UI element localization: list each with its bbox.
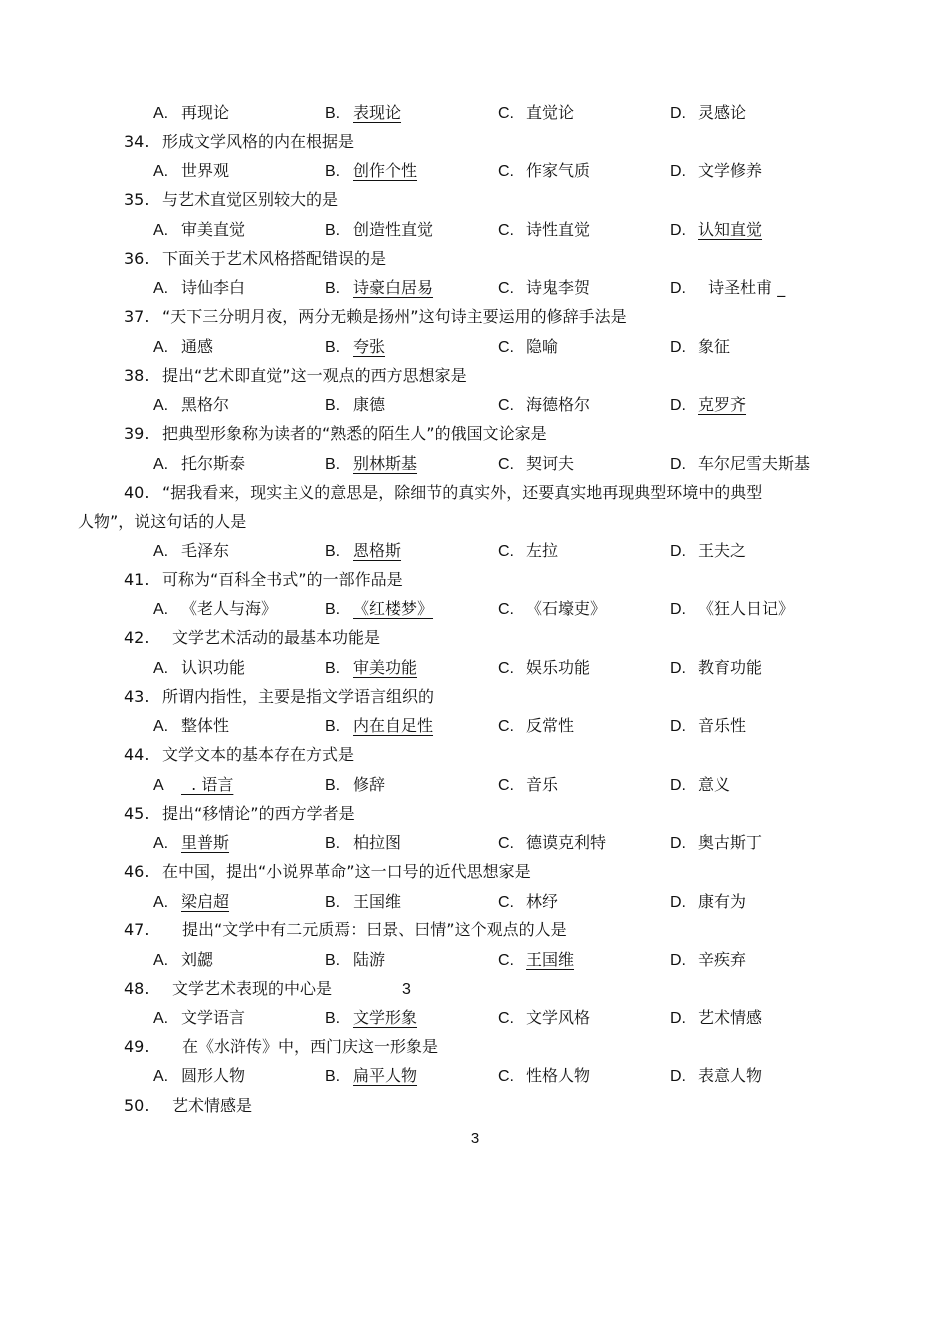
question-number: 35.	[124, 190, 150, 209]
question-number: 40.	[124, 483, 150, 502]
question-stem	[124, 1035, 438, 1059]
option-letter: D.	[670, 835, 686, 852]
option-letter: C.	[498, 105, 514, 122]
option-letter: D.	[670, 543, 686, 560]
option-text: 林纾	[526, 892, 559, 911]
option-letter: A.	[153, 163, 169, 180]
answer-text-underlined: 里普斯	[181, 833, 230, 852]
option-letter: B.	[325, 105, 341, 122]
option-letter: C.	[498, 1010, 514, 1027]
question-stem	[124, 860, 531, 884]
option-letter: A.	[153, 835, 169, 852]
option-row	[153, 218, 873, 242]
option-letter: A.	[153, 952, 169, 969]
question-number: 48.	[124, 979, 150, 998]
option-a	[153, 539, 229, 564]
option-d	[670, 890, 746, 915]
option-text: 诗圣杜甫 _	[698, 278, 786, 297]
option-b	[325, 335, 401, 360]
option-text: 辛疾弃	[698, 950, 747, 969]
question-text: 文学文本的基本存在方式是	[162, 745, 355, 764]
option-letter: D.	[670, 894, 686, 911]
option-text: 契诃夫	[526, 454, 575, 473]
option-row	[153, 159, 873, 183]
option-a	[153, 276, 245, 301]
question-text: 在《水浒传》中，西门庆这一形象是	[182, 1037, 439, 1056]
option-letter: B.	[325, 280, 341, 297]
option-b	[325, 1006, 433, 1031]
option-letter: C.	[498, 718, 514, 735]
option-letter: B.	[325, 894, 341, 911]
option-text: 作家气质	[526, 161, 591, 180]
option-letter: D.	[670, 1068, 686, 1085]
option-letter: C.	[498, 894, 514, 911]
option-c	[498, 393, 590, 418]
question-continuation: 人物”，说这句话的人是	[78, 512, 247, 531]
option-text: 灵感论	[698, 103, 747, 122]
answer-text-underlined: 别林斯基	[353, 454, 418, 473]
option-text: 创造性直觉	[353, 220, 434, 239]
option-a	[153, 773, 249, 798]
question-text: “天下三分明月夜，两分无赖是扬州”这句诗主要运用的修辞手法是	[162, 307, 627, 326]
question-number: 43.	[124, 687, 150, 706]
option-text: 再现论	[181, 103, 230, 122]
question-stem	[124, 802, 355, 826]
question-stem	[124, 188, 338, 212]
answer-text-underlined: 创作个性	[353, 161, 418, 180]
option-text: 象征	[698, 337, 731, 356]
option-letter: B.	[325, 456, 341, 473]
option-b	[325, 218, 433, 243]
option-letter: C.	[498, 222, 514, 239]
option-b	[325, 159, 433, 184]
option-c	[498, 101, 574, 126]
option-row	[153, 335, 873, 359]
option-text: 王国维	[353, 892, 402, 911]
option-letter: D.	[670, 222, 686, 239]
option-text: 世界观	[181, 161, 230, 180]
option-row	[153, 773, 873, 797]
option-d	[670, 831, 762, 856]
option-letter: D.	[670, 163, 686, 180]
option-c	[498, 597, 606, 622]
option-text: 左拉	[526, 541, 559, 560]
option-row	[153, 597, 873, 621]
option-text: 德谟克利特	[526, 833, 607, 852]
option-text: 性格人物	[526, 1066, 591, 1085]
option-a	[153, 890, 245, 915]
option-letter: A.	[153, 1068, 169, 1085]
option-text: 音乐性	[698, 716, 747, 735]
option-text: 隐喻	[526, 337, 559, 356]
option-text: 娱乐功能	[526, 658, 591, 677]
option-text: 意义	[698, 775, 731, 794]
option-text: 文学修养	[698, 161, 763, 180]
option-c	[498, 1064, 590, 1089]
option-text: 诗仙李白	[181, 278, 246, 297]
option-a	[153, 597, 277, 622]
option-c	[498, 656, 590, 681]
option-a	[153, 948, 213, 973]
option-letter: C.	[498, 952, 514, 969]
option-text: 教育功能	[698, 658, 763, 677]
option-row	[153, 393, 873, 417]
option-row	[153, 656, 873, 680]
option-b	[325, 948, 385, 973]
option-d	[670, 656, 762, 681]
option-letter: C.	[498, 397, 514, 414]
option-letter: D.	[670, 601, 686, 618]
option-c	[498, 452, 574, 477]
option-d	[670, 276, 785, 301]
page-number: 3	[470, 1130, 480, 1147]
option-b	[325, 1064, 433, 1089]
option-row	[153, 276, 873, 300]
question-text: 文学艺术表现的中心是	[172, 979, 333, 998]
option-text: 文学语言	[181, 1008, 246, 1027]
question-stem	[124, 626, 380, 650]
answer-text-underlined: 认知直觉	[698, 220, 763, 239]
option-text: 诗鬼李贺	[526, 278, 591, 297]
question-text: 可称为“百科全书式”的一部作品是	[162, 570, 403, 589]
question-number: 34.	[124, 132, 150, 151]
option-d	[670, 948, 746, 973]
option-letter: B.	[325, 952, 341, 969]
option-b	[325, 393, 385, 418]
question-stem	[124, 422, 547, 446]
option-d	[670, 159, 762, 184]
question-text: 在中国，提出“小说界革命”这一口号的近代思想家是	[162, 862, 531, 881]
question-stem	[124, 130, 354, 154]
option-text: 海德格尔	[526, 395, 591, 414]
question-stem	[124, 1094, 252, 1118]
option-letter: B.	[325, 222, 341, 239]
option-letter: B.	[325, 163, 341, 180]
option-text: 整体性	[181, 716, 230, 735]
option-text: 刘勰	[181, 950, 214, 969]
option-letter: C.	[498, 777, 514, 794]
option-letter: A.	[153, 280, 169, 297]
option-row	[153, 1064, 873, 1088]
question-text: 下面关于艺术风格搭配错误的是	[162, 249, 387, 268]
option-letter: D.	[670, 1010, 686, 1027]
option-letter: A.	[153, 105, 169, 122]
option-c	[498, 831, 606, 856]
answer-text-underlined: 表现论	[353, 103, 402, 122]
option-row	[153, 890, 873, 914]
question-stem	[124, 743, 354, 767]
option-a	[153, 159, 229, 184]
option-letter: D.	[670, 660, 686, 677]
option-text: 圆形人物	[181, 1066, 246, 1085]
option-text: 康有为	[698, 892, 747, 911]
option-row	[153, 948, 873, 972]
option-a	[153, 393, 229, 418]
option-letter: B.	[325, 718, 341, 735]
question-number: 37.	[124, 307, 150, 326]
option-text: 黑格尔	[181, 395, 230, 414]
option-a	[153, 831, 245, 856]
option-text: 毛泽东	[181, 541, 230, 560]
option-text: 艺术情感	[698, 1008, 763, 1027]
answer-text-underlined: 诗豪白居易	[353, 278, 434, 297]
question-number: 50.	[124, 1096, 150, 1115]
answer-text-underlined: 王国维	[526, 950, 575, 969]
option-letter: D.	[670, 777, 686, 794]
option-a	[153, 1006, 245, 1031]
question-number: 46.	[124, 862, 150, 881]
option-c	[498, 714, 574, 739]
option-text: 托尔斯泰	[181, 454, 246, 473]
option-letter: D.	[670, 456, 686, 473]
option-letter: A.	[153, 222, 169, 239]
option-d	[670, 597, 794, 622]
option-text: 陆游	[353, 950, 386, 969]
answer-text-underlined: 梁启超	[181, 892, 230, 911]
question-text: 艺术情感是	[172, 1096, 253, 1115]
option-text: 直觉论	[526, 103, 575, 122]
option-row	[153, 101, 873, 125]
question-number: 42.	[124, 628, 150, 647]
question-text: 把典型形象称为读者的“熟悉的陌生人”的俄国文论家是	[162, 424, 547, 443]
option-text: 音乐	[526, 775, 559, 794]
option-row	[153, 539, 873, 563]
option-a	[153, 1064, 245, 1089]
option-letter: C.	[498, 339, 514, 356]
answer-text-underlined: 文学形象	[353, 1008, 418, 1027]
option-letter: D.	[670, 952, 686, 969]
option-letter: B.	[325, 777, 341, 794]
answer-text-underlined: 夸张	[353, 337, 386, 356]
option-letter: B.	[325, 543, 341, 560]
question-number: 49.	[124, 1037, 150, 1056]
option-d	[670, 393, 762, 418]
option-a	[153, 101, 229, 126]
option-letter: B.	[325, 835, 341, 852]
option-letter: A.	[153, 601, 169, 618]
question-text: 提出“艺术即直觉”这一观点的西方思想家是	[162, 366, 467, 385]
option-text: 认识功能	[181, 658, 246, 677]
option-letter: B.	[325, 660, 341, 677]
question-number: 47.	[124, 920, 150, 939]
question-number: 39.	[124, 424, 150, 443]
option-text: 《老人与海》	[181, 599, 278, 618]
option-letter: C.	[498, 543, 514, 560]
option-b	[325, 452, 433, 477]
option-letter: B.	[325, 397, 341, 414]
option-d	[670, 1006, 762, 1031]
option-letter: C.	[498, 456, 514, 473]
option-c	[498, 276, 590, 301]
option-letter: A.	[153, 339, 169, 356]
option-letter: A.	[153, 660, 169, 677]
option-d	[670, 539, 746, 564]
option-letter: B.	[325, 601, 341, 618]
option-row	[153, 452, 873, 476]
question-number: 41.	[124, 570, 150, 589]
option-c	[498, 890, 558, 915]
question-text: 文学艺术活动的最基本功能是	[172, 628, 381, 647]
option-d	[670, 714, 746, 739]
option-c	[498, 539, 558, 564]
option-row	[153, 831, 873, 855]
option-text: 修辞	[353, 775, 386, 794]
question-text: 与艺术直觉区别较大的是	[162, 190, 339, 209]
question-stem	[124, 977, 411, 1001]
answer-text-underlined: 内在自足性	[353, 716, 434, 735]
option-letter: B.	[325, 1010, 341, 1027]
option-letter: A.	[153, 894, 169, 911]
option-a	[153, 452, 245, 477]
option-letter: C.	[498, 280, 514, 297]
question-stem	[124, 305, 627, 329]
option-text: 康德	[353, 395, 386, 414]
option-text: 审美直觉	[181, 220, 246, 239]
option-c	[498, 948, 590, 973]
option-letter: C.	[498, 835, 514, 852]
option-b	[325, 714, 449, 739]
question-number: 45.	[124, 804, 150, 823]
answer-text-underlined: 审美功能	[353, 658, 418, 677]
option-row	[153, 1006, 873, 1030]
answer-text-underlined: 《红楼梦》	[353, 599, 434, 618]
option-letter: D.	[670, 339, 686, 356]
option-letter: D.	[670, 718, 686, 735]
option-c	[498, 159, 590, 184]
option-letter: A.	[153, 1010, 169, 1027]
option-text: 反常性	[526, 716, 575, 735]
question-text: 形成文学风格的内在根据是	[162, 132, 355, 151]
answer-text-underlined: 恩格斯	[353, 541, 402, 560]
question-number: 36.	[124, 249, 150, 268]
option-a	[153, 335, 213, 360]
option-text: 文学风格	[526, 1008, 591, 1027]
option-b	[325, 276, 449, 301]
option-letter: A.	[153, 543, 169, 560]
option-b	[325, 773, 385, 798]
option-letter: B.	[325, 339, 341, 356]
option-d	[670, 773, 730, 798]
option-letter: A.	[153, 718, 169, 735]
question-text: 提出“移情论”的西方学者是	[162, 804, 355, 823]
option-d	[670, 218, 778, 243]
option-text: 柏拉图	[353, 833, 402, 852]
question-stem	[124, 568, 403, 592]
answer-text-underlined: . 语言	[181, 775, 234, 794]
option-text: 王夫之	[698, 541, 747, 560]
option-text: 奥古斯丁	[698, 833, 763, 852]
question-text: 所谓内指性，主要是指文学语言组织的	[162, 687, 435, 706]
option-c	[498, 1006, 590, 1031]
option-letter: D.	[670, 105, 686, 122]
option-letter: C.	[498, 660, 514, 677]
question-stem	[124, 247, 386, 271]
option-d	[670, 101, 746, 126]
option-text: 诗性直觉	[526, 220, 591, 239]
option-c	[498, 335, 558, 360]
option-letter: A.	[153, 456, 169, 473]
option-text: 表意人物	[698, 1066, 763, 1085]
option-row	[153, 714, 873, 738]
option-d	[670, 335, 730, 360]
option-b	[325, 597, 449, 622]
option-letter: C.	[498, 163, 514, 180]
option-letter: A	[153, 777, 164, 794]
option-text: 《狂人日记》	[698, 599, 795, 618]
question-stem	[124, 685, 434, 709]
option-letter: B.	[325, 1068, 341, 1085]
question-stem	[124, 364, 467, 388]
question-text: 提出“文学中有二元质焉：曰景、曰情”这个观点的人是	[182, 920, 567, 939]
option-text: 《石壕吏》	[526, 599, 607, 618]
stray-mark: 3	[402, 981, 411, 998]
answer-text-underlined: 扁平人物	[353, 1066, 418, 1085]
option-b	[325, 890, 401, 915]
question-number: 38.	[124, 366, 150, 385]
option-letter: C.	[498, 601, 514, 618]
option-c	[498, 773, 558, 798]
question-stem	[124, 481, 762, 505]
option-d	[670, 1064, 762, 1089]
option-d	[670, 452, 810, 477]
option-a	[153, 656, 245, 681]
option-text: 车尔尼雪夫斯基	[698, 454, 811, 473]
option-b	[325, 101, 417, 126]
answer-text-underlined: 克罗齐	[698, 395, 747, 414]
option-text: 通感	[181, 337, 214, 356]
option-a	[153, 218, 245, 243]
option-letter: C.	[498, 1068, 514, 1085]
option-b	[325, 539, 417, 564]
question-number: 44.	[124, 745, 150, 764]
option-letter: A.	[153, 397, 169, 414]
option-letter: D.	[670, 397, 686, 414]
question-text: “据我看来，现实主义的意思是，除细节的真实外，还要真实地再现典型环境中的典型	[162, 483, 763, 502]
option-letter: D.	[670, 280, 686, 297]
option-c	[498, 218, 590, 243]
option-b	[325, 831, 401, 856]
option-a	[153, 714, 229, 739]
question-stem	[124, 918, 567, 942]
option-b	[325, 656, 433, 681]
